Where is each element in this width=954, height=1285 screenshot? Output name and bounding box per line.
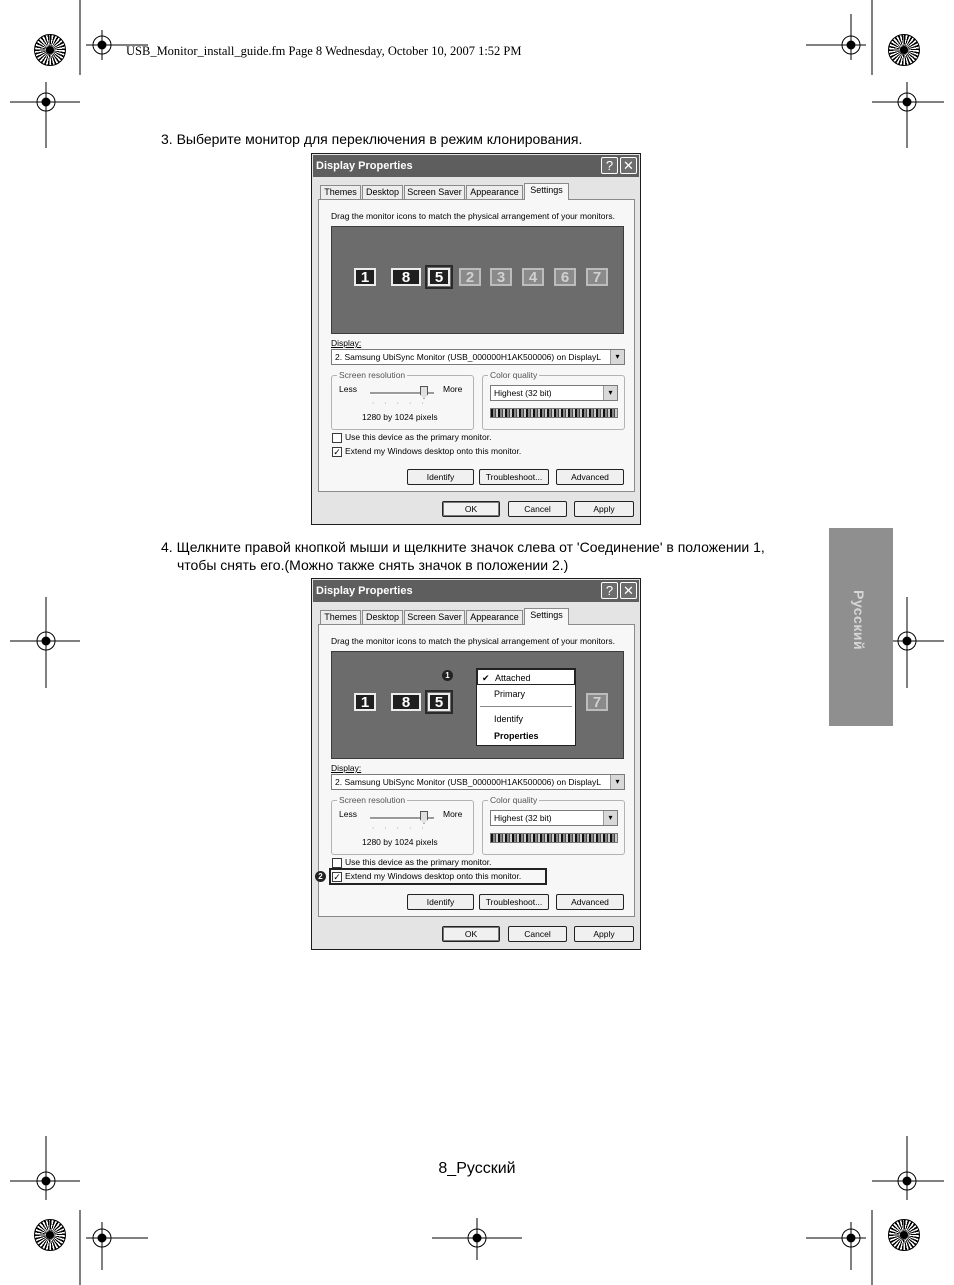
tab-settings[interactable]: Settings bbox=[524, 608, 569, 625]
color-quality-value: Highest (32 bit) bbox=[494, 388, 552, 398]
slider-ticks: ····· bbox=[372, 825, 434, 832]
more-label: More bbox=[443, 384, 463, 394]
monitor-icon[interactable]: 8 bbox=[391, 693, 421, 711]
display-label: Display: bbox=[331, 338, 362, 348]
step-4-text-line2: чтобы снять его.(Можно также снять значок в положении 2.) bbox=[177, 557, 569, 573]
monitor-icon[interactable]: 1 bbox=[354, 268, 376, 286]
context-item-identify[interactable]: Identify bbox=[494, 714, 524, 724]
menu-separator bbox=[480, 706, 572, 707]
chevron-down-icon[interactable]: ▾ bbox=[610, 350, 624, 364]
monitor-icon[interactable]: 1 bbox=[354, 693, 376, 711]
monitor-icon-selected[interactable]: 5 bbox=[428, 693, 450, 711]
tab-screen-saver[interactable]: Screen Saver bbox=[404, 610, 465, 624]
context-item-primary[interactable]: Primary bbox=[494, 689, 525, 699]
monitor-icon-selected[interactable]: 5 bbox=[428, 268, 450, 286]
cancel-button[interactable]: Cancel bbox=[508, 501, 567, 517]
instruction-text: Drag the monitor icons to match the physical arrangement of your monitors. bbox=[331, 211, 615, 221]
color-quality-legend: Color quality bbox=[490, 370, 538, 380]
extend-desktop-checkbox[interactable]: ✓ bbox=[333, 872, 341, 882]
step-3-text: 3. Выберите монитор для переключения в режим клонирования. bbox=[161, 131, 583, 147]
chevron-down-icon[interactable]: ▾ bbox=[603, 811, 617, 825]
context-item-label: Attached bbox=[495, 673, 531, 683]
extend-desktop-checkbox[interactable]: ✓ bbox=[333, 447, 341, 457]
callout-2-badge: 2 bbox=[315, 871, 326, 882]
chevron-down-icon[interactable]: ▾ bbox=[610, 775, 624, 789]
display-select[interactable] bbox=[331, 774, 625, 790]
apply-button[interactable]: Apply bbox=[574, 926, 634, 942]
troubleshoot-button[interactable]: Troubleshoot... bbox=[479, 894, 549, 910]
cancel-button[interactable]: Cancel bbox=[508, 926, 567, 942]
title-bar bbox=[313, 580, 639, 602]
monitor-icon[interactable]: 7 bbox=[586, 693, 608, 711]
advanced-button[interactable]: Advanced bbox=[556, 894, 624, 910]
primary-monitor-checkbox[interactable] bbox=[332, 858, 342, 868]
slider-ticks: ····· bbox=[372, 400, 434, 407]
less-label: Less bbox=[339, 809, 357, 819]
tab-screen-saver[interactable]: Screen Saver bbox=[404, 185, 465, 199]
context-item-properties[interactable]: Properties bbox=[494, 731, 539, 741]
display-label: Display: bbox=[331, 763, 362, 773]
step-4-text-line1: 4. Щелкните правой кнопкой мыши и щелкните значок слева от 'Соединение' в положении 1, bbox=[161, 539, 765, 555]
settings-panel bbox=[318, 199, 635, 492]
troubleshoot-button[interactable]: Troubleshoot... bbox=[479, 469, 549, 485]
more-label: More bbox=[443, 809, 463, 819]
dialog-title: Display Properties bbox=[316, 160, 413, 172]
monitor-icon[interactable]: 8 bbox=[391, 268, 421, 286]
apply-button[interactable]: Apply bbox=[574, 501, 634, 517]
tab-appearance[interactable]: Appearance bbox=[466, 610, 523, 624]
help-button[interactable]: ? bbox=[601, 582, 618, 599]
less-label: Less bbox=[339, 384, 357, 394]
page-footer: 8_Русский bbox=[438, 1160, 516, 1177]
print-header: USB_Monitor_install_guide.fm Page 8 Wednesday, October 10, 2007 1:52 PM bbox=[126, 44, 522, 58]
chevron-down-icon[interactable]: ▾ bbox=[603, 386, 617, 400]
color-spectrum-bar bbox=[490, 833, 618, 843]
display-value: 2. Samsung UbiSync Monitor (USB_000000H1AK500006) on DisplayL bbox=[335, 777, 602, 787]
color-quality-value: Highest (32 bit) bbox=[494, 813, 552, 823]
monitor-icon[interactable]: 2 bbox=[459, 268, 481, 286]
monitor-icon[interactable]: 7 bbox=[586, 268, 608, 286]
callout-1-badge: 1 bbox=[442, 670, 453, 681]
ok-button[interactable]: OK bbox=[442, 926, 500, 942]
screen-resolution-group bbox=[331, 370, 474, 430]
resolution-value: 1280 by 1024 pixels bbox=[362, 837, 438, 847]
monitor-arrangement-area[interactable] bbox=[331, 226, 624, 334]
tab-desktop[interactable]: Desktop bbox=[362, 610, 403, 624]
tab-settings[interactable]: Settings bbox=[524, 183, 569, 200]
primary-monitor-label: Use this device as the primary monitor. bbox=[345, 432, 492, 442]
display-properties-dialog-2 bbox=[311, 578, 641, 950]
identify-button[interactable]: Identify bbox=[407, 469, 474, 485]
tab-themes[interactable]: Themes bbox=[320, 610, 361, 624]
settings-panel bbox=[318, 624, 635, 917]
context-item-attached[interactable] bbox=[477, 669, 575, 685]
resolution-value: 1280 by 1024 pixels bbox=[362, 412, 438, 422]
language-side-tab bbox=[829, 528, 893, 726]
primary-monitor-checkbox[interactable] bbox=[332, 433, 342, 443]
screen-resolution-legend: Screen resolution bbox=[339, 370, 406, 380]
display-select[interactable] bbox=[331, 349, 625, 365]
color-quality-group bbox=[482, 795, 625, 855]
resolution-slider-thumb[interactable] bbox=[420, 811, 428, 824]
color-spectrum-bar bbox=[490, 408, 618, 418]
tab-desktop[interactable]: Desktop bbox=[362, 185, 403, 199]
instruction-text: Drag the monitor icons to match the physical arrangement of your monitors. bbox=[331, 636, 615, 646]
help-button[interactable]: ? bbox=[601, 157, 618, 174]
extend-desktop-label: Extend my Windows desktop onto this monitor. bbox=[345, 446, 522, 456]
language-side-label: Русский bbox=[851, 590, 867, 651]
color-quality-select[interactable] bbox=[490, 810, 618, 826]
tab-themes[interactable]: Themes bbox=[320, 185, 361, 199]
screen-resolution-group bbox=[331, 795, 474, 855]
ok-button[interactable]: OK bbox=[442, 501, 500, 517]
display-properties-dialog bbox=[311, 153, 641, 525]
context-menu bbox=[476, 668, 576, 746]
color-quality-legend: Color quality bbox=[490, 795, 538, 805]
screen-resolution-legend: Screen resolution bbox=[339, 795, 406, 805]
title-bar bbox=[313, 155, 639, 177]
color-quality-group bbox=[482, 370, 625, 430]
display-value: 2. Samsung UbiSync Monitor (USB_000000H1AK500006) on DisplayL bbox=[335, 352, 602, 362]
extend-desktop-label: Extend my Windows desktop onto this monitor. bbox=[345, 871, 522, 881]
monitor-icon[interactable]: 3 bbox=[490, 268, 512, 286]
check-icon: ✔ bbox=[482, 673, 490, 683]
identify-button[interactable]: Identify bbox=[407, 894, 474, 910]
tab-appearance[interactable]: Appearance bbox=[466, 185, 523, 199]
resolution-slider-thumb[interactable] bbox=[420, 386, 428, 399]
color-quality-select[interactable] bbox=[490, 385, 618, 401]
monitor-icon[interactable]: 6 bbox=[554, 268, 576, 286]
advanced-button[interactable]: Advanced bbox=[556, 469, 624, 485]
monitor-arrangement-area[interactable] bbox=[331, 651, 624, 759]
dialog-title: Display Properties bbox=[316, 585, 413, 597]
primary-monitor-label: Use this device as the primary monitor. bbox=[345, 857, 492, 867]
close-button[interactable]: ✕ bbox=[620, 582, 637, 599]
monitor-icon[interactable]: 4 bbox=[522, 268, 544, 286]
close-button[interactable]: ✕ bbox=[620, 157, 637, 174]
